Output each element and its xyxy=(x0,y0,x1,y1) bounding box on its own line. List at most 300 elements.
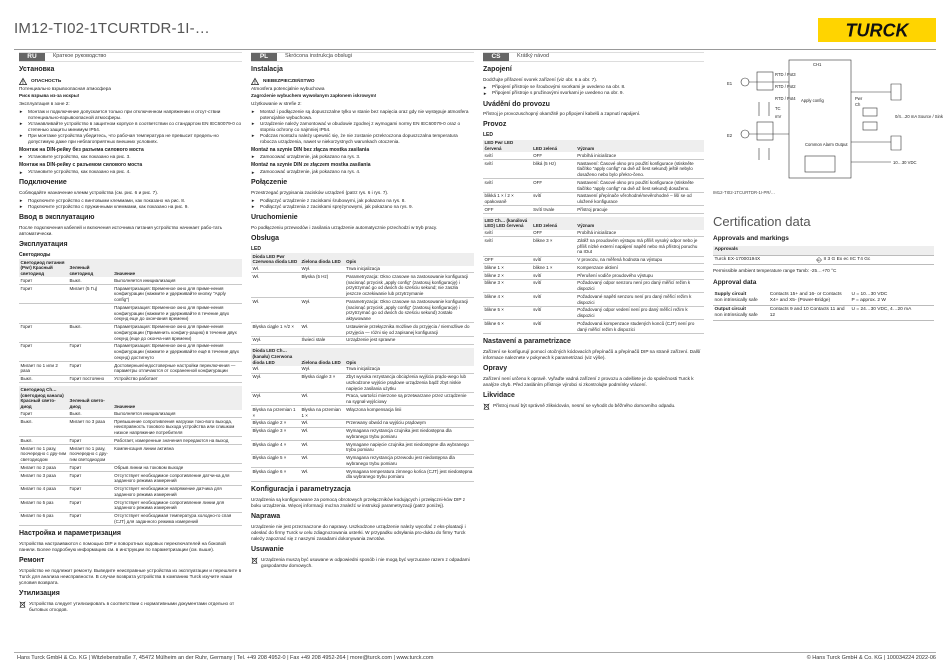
table-cell: Turck EX-17000194X xyxy=(713,255,814,265)
diagram-label: mV xyxy=(775,114,782,119)
footer-rule xyxy=(14,652,936,653)
table-cell: Горит xyxy=(68,512,113,526)
table-cell: blikne 6 × xyxy=(483,320,532,334)
approvals-heading: Approvals and markings xyxy=(713,235,789,243)
led-table-ch-ru xyxy=(19,386,242,526)
diagram-label: Pwr xyxy=(855,96,863,101)
table-row xyxy=(713,291,934,306)
table-cell: OFF xyxy=(532,152,576,159)
footer-copyright: © Hans Turck GmbH & Co. KG | 100034224 2022-06 xyxy=(806,655,936,661)
table-cell: OFF xyxy=(532,179,576,193)
list-item: ► Podczas montażu należy upewnić się, że nie zostanie przekroczona dopuszczalna temperatura robocza urządzenia, nawet w niekorzystnych warunkach otoczenia. xyxy=(251,133,474,145)
table-cell: Wł. xyxy=(251,273,300,298)
section-disposal-ru: Утилизация xyxy=(19,590,60,598)
lang-subtitle-cs: Krátký návod xyxy=(517,53,550,60)
led-table-ch-cs xyxy=(483,217,704,334)
table-cell: Nastavení: Časové okno pro použití konfigurace (stiskněte tlačítko "apply config" na dvě až šest sekund) dosaženo. xyxy=(576,179,704,193)
table-row xyxy=(19,437,242,445)
table-header: LED Ch… (kanálová LED) LED červená xyxy=(483,217,532,230)
table-cell: Wł. xyxy=(300,468,345,482)
table-cell: Мигает (5 Гц) xyxy=(68,285,113,304)
section-setup-pl: Konfiguracja i parametryzacja xyxy=(251,485,351,493)
table-cell: svítí xyxy=(483,152,532,159)
paragraph xyxy=(483,403,704,410)
table-cell: Отсутствует необходимое сопротивление датчи-ка для заданного режима измерений xyxy=(113,472,242,486)
table-cell: Мигает по 3 раза xyxy=(19,472,68,486)
list-item: ► Монтаж и подключение допускается только при отключенном напряжении и отсут-ствии потенциально-взрывоопасной атмосферы. xyxy=(19,109,242,121)
table-cell: Горит xyxy=(68,342,113,361)
table-cell: Wył. xyxy=(251,392,300,406)
table-cell: svítí xyxy=(483,230,532,237)
table-cell: Błyska ciągle 3 × xyxy=(251,427,300,441)
table-cell: Компенсация линии активна xyxy=(113,445,242,464)
list-item: ► Установите устройство, как показано на рис. 4. xyxy=(19,169,242,175)
table-cell: Błyska ciągle 1 ×/2 × xyxy=(251,323,300,337)
table-cell: Contacts 15+ and 16- or Contacts X4+ and X5- (Power-Bridge) xyxy=(768,291,850,306)
table-cell: Probíhá inicializace xyxy=(576,152,704,159)
table-row xyxy=(251,406,474,420)
table-cell: blikne 3 × xyxy=(532,237,576,256)
disposal-text: Urządzenia muszą być usuwane w odpowiedni sposób i nie mogą być wyrzucane razem z odpadami gospodarstw domowych. xyxy=(261,556,470,568)
table-header: Dioda LED Ch… (kanału) Czerwona dioda LED xyxy=(251,348,300,366)
table-row xyxy=(19,464,242,472)
table-cell: Отсутствует необходимое сопротивление линии для заданного режима измерений xyxy=(113,499,242,513)
table-cell: blikká 1 × / 2 × opakovaně xyxy=(483,192,532,206)
table-row xyxy=(483,256,704,264)
table-row xyxy=(483,206,704,214)
table-row xyxy=(19,323,242,342)
table-header: Zielona dioda LED xyxy=(300,253,345,266)
table-cell: Błyska ciągle 6 × xyxy=(251,468,300,482)
warning-text: Потенциально взрывоопасная атмосфера xyxy=(19,85,111,91)
table-cell: Przerwany obwód na wyjściu prądowym xyxy=(345,419,474,427)
table-cell: Выкл. xyxy=(19,418,68,437)
table-row xyxy=(483,152,704,159)
approval-data-heading: Approval data xyxy=(713,279,757,287)
table-cell: OFF xyxy=(483,206,532,214)
list-item: ► Urządzenie należy zamontować w obudowie zgodnej z wymogami normy EN IEC60079-0 oraz o stopniu ochrony co najmniej IP54. xyxy=(251,121,474,133)
table-cell: Błyska ciągle 4 × xyxy=(251,441,300,455)
table-row xyxy=(251,273,474,298)
table-row xyxy=(251,427,474,441)
table-header: Светодиод Ch… (светодиод канала) Красный свето-диод xyxy=(19,386,68,410)
certification-title: Certification data xyxy=(713,213,811,229)
table-cell xyxy=(19,304,68,323)
led-table-pwr-pl xyxy=(251,253,474,345)
paragraph: Устройство не подлежит ремонту. Выведите неисправные устройства из эксплуатации и перешлите в Turck для анализа неисправности. В случае возврата устройства в компанию Turck изучите наши условия возврата. xyxy=(19,568,242,586)
table-row xyxy=(19,418,242,437)
table-cell: Nastavení přepínače věrohodné/nevěrohodné – liší se od uložené konfigurace xyxy=(576,192,704,206)
table-cell: Горит xyxy=(68,499,113,513)
table-row xyxy=(483,320,704,334)
table-cell: Горит xyxy=(19,410,68,417)
section-operation-pl: Obsługa xyxy=(251,234,280,242)
warning-text: Użytkowanie w strefie 2: xyxy=(251,100,302,106)
list xyxy=(251,198,474,210)
wheelie-bin-icon xyxy=(251,557,258,564)
diagram-label: Ch xyxy=(855,102,861,107)
section-connection-pl: Połączenie xyxy=(251,179,288,187)
list xyxy=(19,154,242,160)
table-row xyxy=(251,266,474,273)
subheading: Montaż na szynie DIN bez złącza mostka zasilania xyxy=(251,146,370,153)
table-cell: Požadovaný odpor vedení není pro daný měřicí režim k dispozici xyxy=(576,306,704,320)
table-cell: Горит xyxy=(68,362,113,376)
table-header: LED Pwr LED červená xyxy=(483,140,532,153)
table-row xyxy=(19,410,242,417)
table-header: Zielona dioda LED xyxy=(300,348,345,366)
warning-ru xyxy=(19,78,242,85)
warning-text: Zagrożenie wybuchem wywołanym zapłonem iskrowym! xyxy=(251,93,377,99)
paragraph: Устройства настраиваются с помощью DIP и поворотных кодовых переключателей на боковой панели. Более подробную информацию см. в инструкции по параметризации (см. выше). xyxy=(19,541,226,553)
subheading: Монтаж на DIN-рейку с разъемом силового моста xyxy=(19,162,143,168)
table-cell: blikne 1 × xyxy=(532,264,576,272)
approvals-table xyxy=(713,246,934,265)
table-row xyxy=(19,512,242,526)
table-cell: Błyska ciągle 3 × xyxy=(300,373,345,392)
subheading: Montaż na szynie DIN ze złączem mostka zasilania xyxy=(251,162,371,168)
lang-subtitle-ru: Краткое руководство xyxy=(53,53,107,60)
section-disposal-cs: Likvidace xyxy=(483,391,515,399)
list xyxy=(19,169,242,175)
device-outline xyxy=(789,60,851,178)
table-cell: Выкл. xyxy=(68,277,113,284)
svg-text:!: ! xyxy=(253,81,257,87)
table-header: Значение xyxy=(113,386,242,410)
table-cell: Параметризация: Временное окно для приме-нения конфигурации (нажмите и удерживайте ещё в течение двух секунд) достигнуто xyxy=(113,342,242,361)
ex-icon xyxy=(816,257,822,263)
led-table-pwr-cs xyxy=(483,140,704,214)
table-row xyxy=(19,445,242,464)
table-row xyxy=(251,366,474,373)
table-header: Dioda LED Pwr Czerwona dioda LED xyxy=(251,253,300,266)
table-row xyxy=(713,305,934,320)
section-operation-ru: Эксплуатация xyxy=(19,240,68,248)
table-row xyxy=(251,454,474,468)
diagram-caption: IM12-TI02-1TCURTDR-1I-PR/… xyxy=(713,190,775,195)
lang-subtitle-pl: Skrócona instrukcja obsługi xyxy=(285,53,352,60)
section-setup-cs: Nastavení a parametrizace xyxy=(483,337,571,345)
table-row xyxy=(251,441,474,455)
table-cell: Ustawienie przełącznika możliwe do przyjęcia / niemożliwe do przyjęcia — różni się od zapisanej konfiguracji xyxy=(345,323,474,337)
table-cell: Wł. xyxy=(300,427,345,441)
table-cell: Wył. xyxy=(300,366,345,373)
table-cell: Wł. xyxy=(300,454,345,468)
table-cell: Мигает по 1 разу, поочередно с дру-гим светодиодом xyxy=(68,445,113,464)
diagram-label: Common Alarm Output xyxy=(805,142,848,147)
table-cell xyxy=(713,291,768,306)
table-cell: svítí xyxy=(532,256,576,264)
table-cell: Отсутствует необходимое напряжение датчика для заданного режима измерений xyxy=(113,485,242,499)
table-cell: Wył. xyxy=(251,336,300,344)
warning-icon xyxy=(251,78,259,85)
table-cell: Мигает по 5 раз xyxy=(19,499,68,513)
warning-list-ru xyxy=(19,109,242,145)
table-cell: Błyska ciągle 5 × xyxy=(251,454,300,468)
document-title: IM12-TI02-1TCURTDR-1I-… xyxy=(14,20,211,37)
disposal-text: Устройства следует утилизировать в соответствии с нормативными документами отдельно от бытовых отходов. xyxy=(29,601,235,613)
table-row xyxy=(19,304,242,323)
list-item: ► Подключите устройство с пружинными клеммами, как показано на рис. 9. xyxy=(19,204,242,210)
table-cell: Выполняется инициализация xyxy=(113,410,242,417)
circuit-type: non intrinsically safe xyxy=(714,312,758,318)
subheading: LED xyxy=(483,132,493,139)
table-row xyxy=(19,485,242,499)
table-cell: blikne 5 × xyxy=(483,306,532,320)
section-setup-ru: Настройка и параметризация xyxy=(19,530,121,538)
table-row xyxy=(483,160,704,179)
table-cell: V provozu, na měřená hodnota na výstupu xyxy=(576,256,704,264)
paragraph: Przestrzegać przypisania zacisków urządzeń (patrz rys. 6 i rys. 7). xyxy=(251,190,389,196)
diagram-label: E2 xyxy=(727,133,733,138)
table-row xyxy=(19,342,242,361)
list-item: ► Připojení přístroje s pružinovými svorkami je uvedeno na obr. 9. xyxy=(483,90,704,96)
paragraph: Zařízení není určeno k opravě. Vyřaďte vadná zařízení z provozu a odešlete je do společnosti Turck k analýze chyb. Před zasláním přístroje výrobci si zkontrolujte podmínky vrácení. xyxy=(483,375,694,387)
table-row xyxy=(483,230,704,237)
section-commissioning-pl: Uruchomienie xyxy=(251,213,298,221)
table-row xyxy=(251,298,474,323)
warning-text: Atmosfera potencjalnie wybuchowa xyxy=(251,85,325,91)
table-cell: Превышение сопротивления нагрузки токо-вого выхода, неисправность токового выхода устройства или слишком низкое напряжение потребителя xyxy=(113,418,242,437)
table-cell: Обрыв линии на токовом выходе xyxy=(113,464,242,472)
table-row xyxy=(483,272,704,280)
warning-title-pl: NIEBEZPIECZEŃSTWO xyxy=(263,78,315,84)
table-row xyxy=(483,237,704,256)
table-cell: Parametryzacja: Okno czasowe na zastosowanie konfiguracji (nacisnąć przycisk „apply config" (zastosuj konfigurację) i przytrzymać go od dwóch do sześciu sekund; nie zaszła jeszcze oczekiwanie lub przytrzymanie xyxy=(345,273,474,298)
table-cell: blikne 3 × xyxy=(483,279,532,293)
table-cell: Contacts 9 and 10 Contacts 11 and 12 xyxy=(768,305,850,320)
table-cell: Požadovaný odpor senzoru není pro daný měřicí režim k dispozici xyxy=(576,279,704,293)
list-item: ► Подключите устройство с винтовыми клеммами, как показано на рис. 8. xyxy=(19,198,242,204)
subheading: LED xyxy=(251,245,261,252)
warning-text: Эксплуатация в зоне 2: xyxy=(19,100,70,106)
table-cell: blikne 1 × xyxy=(483,264,532,272)
subheading: Светодиоды xyxy=(19,251,51,258)
table-cell: Wymagana temperatura zimnego końca (CJT) jest niedostępna dla wybranego trybu pomiaru xyxy=(346,468,473,480)
approval-data-table xyxy=(713,291,934,322)
header-rule xyxy=(14,49,936,50)
table-cell: Svítí trvale xyxy=(532,206,576,214)
paragraph: Dodržujte přiřazení svorek zařízení (viz obr. 6 a obr. 7). xyxy=(483,76,598,82)
table-cell: blikne 2 × xyxy=(483,272,532,280)
section-install-pl: Instalacja xyxy=(251,66,283,73)
list-item: ► Zamocować urządzenie, jak pokazano na rys. 3. xyxy=(251,154,474,160)
paragraph: Po podłączeniu przewodów i zasilania urządzenie automatycznie przechodzi w tryb pracy. xyxy=(251,224,438,230)
table-cell: Probíhá inicializace xyxy=(576,230,704,237)
table-row xyxy=(19,375,242,383)
led-table-ch-pl xyxy=(251,348,474,482)
ex-marking: II 3 G Ex ec IIC T4 Gc xyxy=(823,256,871,262)
table-header: LED zelená xyxy=(532,140,576,153)
table-cell: svítí xyxy=(532,320,576,334)
table-header: Значение xyxy=(113,259,242,277)
table-row xyxy=(251,392,474,406)
section-repair-cs: Opravy xyxy=(483,364,508,372)
section-connection-ru: Подключение xyxy=(19,179,67,187)
table-cell: Выкл. xyxy=(68,323,113,342)
wiring-diagram xyxy=(713,52,943,189)
diagram-label: RTD / Pot3 xyxy=(775,72,796,77)
led-table-pwr-ru xyxy=(19,259,242,383)
table-cell: svítí xyxy=(483,160,532,179)
table-cell: Błyska (5 Hz) xyxy=(300,273,345,298)
table-cell: Горит xyxy=(19,277,68,284)
list-item: ► При монтаже устройства убедитесь, что рабочая температура не превысит предель-но допустимую даже при неблагоприятных внешних условиях. xyxy=(19,133,242,145)
svg-text:!: ! xyxy=(21,81,25,87)
warning-text: Риск взрыва из-за искры! xyxy=(19,93,80,99)
section-commissioning-cs: Uvádění do provozu xyxy=(483,100,550,108)
table-cell: Zátěž na proudovém výstupu má příliš vysoký odpor nebo je příliš nízké externí napájení napětí nebo má přístroj poruchu na IOut xyxy=(576,237,704,256)
table-cell: Мигает по 1 или 2 раза xyxy=(19,362,68,376)
table-cell: Wymagane napięcie czujnika jest niedostępne dla wybranego trybu pomiaru xyxy=(345,441,474,455)
table-row xyxy=(251,419,474,427)
section-repair-pl: Naprawa xyxy=(251,512,281,520)
list xyxy=(251,154,474,160)
diagram-label: E1 xyxy=(727,81,733,86)
table-cell: Горит xyxy=(68,472,113,486)
table-row xyxy=(483,306,704,320)
table-cell: Wymagana rezystancja czujnika jest niedostępna dla wybranego trybu pomiaru xyxy=(345,427,474,441)
column-pl xyxy=(251,52,474,570)
section-repair-ru: Ремонт xyxy=(19,557,45,565)
section-disposal-pl: Usuwanie xyxy=(251,545,284,553)
table-cell: U = 24…30 VDC, 4…20 mA xyxy=(850,305,934,320)
table-row xyxy=(19,277,242,284)
footer-address: Hans Turck GmbH & Co. KG | Witzlebenstraße 7, 45472 Mülheim an der Ruhr, Germany | Tel. +49 208 4952-0 | Fax +49 208 4952-264 | more@turck.com | www.turck.com xyxy=(17,655,434,661)
table-cell: Świeci stale xyxy=(300,336,345,344)
lang-code-ru: RU xyxy=(19,53,45,61)
table-cell: bliká (5 Hz) xyxy=(532,160,576,179)
paragraph: Urządzenia są konfigurowane za pomocą obrotowych przełączników kodujących i przełączni-ków DIP z boku urządzenia. Więcej informacji można znaleźć w instrukcji parametryzacji (patrz poniżej). xyxy=(251,496,466,508)
table-cell: svítí xyxy=(532,272,576,280)
table-cell: Параметризация: Временное окно для приме-нения конфигурации (нажмите и удерживайте в течение двух секунд еще до окончания времени) xyxy=(113,304,242,323)
table-cell: Wł. xyxy=(300,419,345,427)
table-cell: Kompenzace aktivní xyxy=(576,264,704,272)
table-cell xyxy=(814,256,934,265)
table-cell: Параметризация: Временное окно для приме-нения конфигурации (нажмите и удерживайте кнопку "Apply config") xyxy=(113,285,242,304)
table-cell: Wymagana rezystancja przewodu jest niedostępna dla wybranego trybu pomiaru xyxy=(345,454,474,468)
paragraph xyxy=(251,557,474,569)
table-row xyxy=(251,336,474,344)
table-cell: Устройство работает xyxy=(113,375,242,383)
table-cell: OFF xyxy=(532,230,576,237)
table-cell: Параметризация: Временное окно для приме-нения конфигурации (Применить конфигу-рацию) в течение двух секунд (еще до оконча-ния времени) xyxy=(113,323,242,342)
turck-logo xyxy=(818,18,936,42)
table-cell: Горит xyxy=(68,437,113,445)
paragraph: Přístroj je provozuschopný okamžitě po připojení kabelů a zapnutí napájení. xyxy=(483,111,641,117)
table-row xyxy=(483,293,704,307)
lang-bar-pl xyxy=(251,52,474,62)
warning-pl xyxy=(251,78,474,85)
diagram-label: Apply config xyxy=(801,98,824,103)
table-cell: Выкл. xyxy=(68,410,113,417)
table-cell xyxy=(713,305,768,320)
section-operation-cs: Provoz xyxy=(483,121,507,129)
list-item: ► Montaż i podłączenie są dopuszczalne tylko w stanie bez napięcia oraz gdy nie występuje atmosfera potencjalnie wybuchowa. xyxy=(251,109,474,121)
diagram-label: CH1 xyxy=(813,62,822,67)
table-header: Зеленый светодиод xyxy=(68,259,113,277)
section-install-ru: Установка xyxy=(19,66,55,73)
lang-bar-ru xyxy=(19,52,242,62)
warning-icon xyxy=(19,78,27,85)
list-item: ► Zamocować urządzenie, jak pokazano na rys. 4. xyxy=(251,169,474,175)
diagram-label: TC xyxy=(775,106,781,111)
table-cell: Přerušení vodiče proudového výstupu xyxy=(576,272,704,280)
list-item: ► Připojení přístroje se šroubovými svorkami je uvedeno na obr. 8. xyxy=(483,84,704,90)
table-cell: Přístroj pracuje xyxy=(576,206,704,214)
subheading: Монтаж на DIN-рейку без разъема силового моста xyxy=(19,146,144,153)
table-cell: Работает, измеренные значения передаются на выход xyxy=(113,437,242,445)
column-ru xyxy=(19,52,242,615)
table-cell: Urządzenie jest sprawne xyxy=(345,336,474,344)
table-header: Зеленый свето-диод xyxy=(68,386,113,410)
table-cell: svítí xyxy=(483,179,532,193)
list-item: ► Podłączyć urządzenia z zaciskami sprężynowymi, jak pokazano na rys. 9. xyxy=(251,204,474,210)
table-cell: Выкл. xyxy=(19,375,68,383)
table-row xyxy=(483,264,704,272)
table-cell: Wł. xyxy=(300,323,345,337)
list xyxy=(19,198,242,210)
table-cell: Błyska na przemian 1 × xyxy=(300,406,345,420)
table-header: Opis xyxy=(345,253,474,266)
table-cell: Wł. xyxy=(251,366,300,373)
disposal-text: Přístroj musí být správně zlikvidován, nesmí se vyhodit do běžného domovního odpadu. xyxy=(493,402,676,408)
table-cell: Достоверные/недостоверные настройки переключения — параметры отличаются от сохраненной конфигурации xyxy=(113,362,242,376)
table-cell: Praca, wartości mierzone są przetwarzane przez urządzenie na sygnał wyjściowy xyxy=(345,392,474,406)
table-cell: svítí xyxy=(532,192,576,206)
table-cell: Wł. xyxy=(300,392,345,406)
table-cell: svítí xyxy=(532,293,576,307)
paragraph xyxy=(19,601,242,613)
circuit-name: Output circuit xyxy=(714,306,746,312)
list-item: ► Установите устройство, как показано на рис. 3. xyxy=(19,154,242,160)
lang-code-cs: CS xyxy=(483,53,509,61)
table-header: Význam xyxy=(576,140,704,153)
table-cell: Отсутствует необходимая температура холодно-го спая (CJT) для заданного режима измерений xyxy=(113,512,242,526)
table-cell: Wł. xyxy=(300,441,345,455)
lang-code-pl: PL xyxy=(251,53,277,61)
table-cell: Trwa inicjalizacja xyxy=(345,266,474,273)
diagram-label: RTD / Pot2 xyxy=(775,84,796,89)
table-cell: Горит xyxy=(68,464,113,472)
column-certification xyxy=(713,52,943,321)
table-cell: Parametryzacja: Okno czasowe na zastosowanie konfiguracji (nacisnąć przycisk „apply config" (zastosuj konfigurację) i przytrzymać go od dwóch do sześciu sekund) zostało aktywowane xyxy=(345,298,474,323)
table-cell: svítí xyxy=(532,306,576,320)
table-row xyxy=(713,255,934,265)
table-header: Светодиод питания (Pwr) Красный светодиод xyxy=(19,259,68,277)
wheelie-bin-icon xyxy=(483,403,490,410)
table-cell: Wył. xyxy=(251,373,300,392)
warning-title-ru: ОПАСНОСТЬ xyxy=(31,78,62,84)
column-cs xyxy=(483,52,704,411)
table-cell: Выкл. xyxy=(19,437,68,445)
svg-text:Ex: Ex xyxy=(816,258,821,262)
table-row xyxy=(19,285,242,304)
diagram-label: 10…30 VDC xyxy=(893,160,917,165)
lang-bar-cs xyxy=(483,52,704,62)
table-cell: Wył. xyxy=(300,298,345,323)
table-cell: svítí xyxy=(483,237,532,256)
circuit-value: P = approx. 2 W xyxy=(851,297,886,303)
paragraph: Соблюдайте назначение клемм устройства (см. рис. 6 и рис. 7). xyxy=(19,190,159,196)
wheelie-bin-icon xyxy=(19,601,26,608)
table-header: LED zelená xyxy=(532,217,576,230)
table-header: Význam xyxy=(576,217,704,230)
list xyxy=(483,84,704,96)
table-cell: Wył. xyxy=(300,266,345,273)
table-cell: Nastavení: Časové okno pro použití konfigurace (stiskněte tlačítko "apply config" na dvě až šest sekund) ještě nebylo dosaženo nebo bylo překro-čeno. xyxy=(576,160,704,179)
table-cell: Горит xyxy=(19,323,68,342)
